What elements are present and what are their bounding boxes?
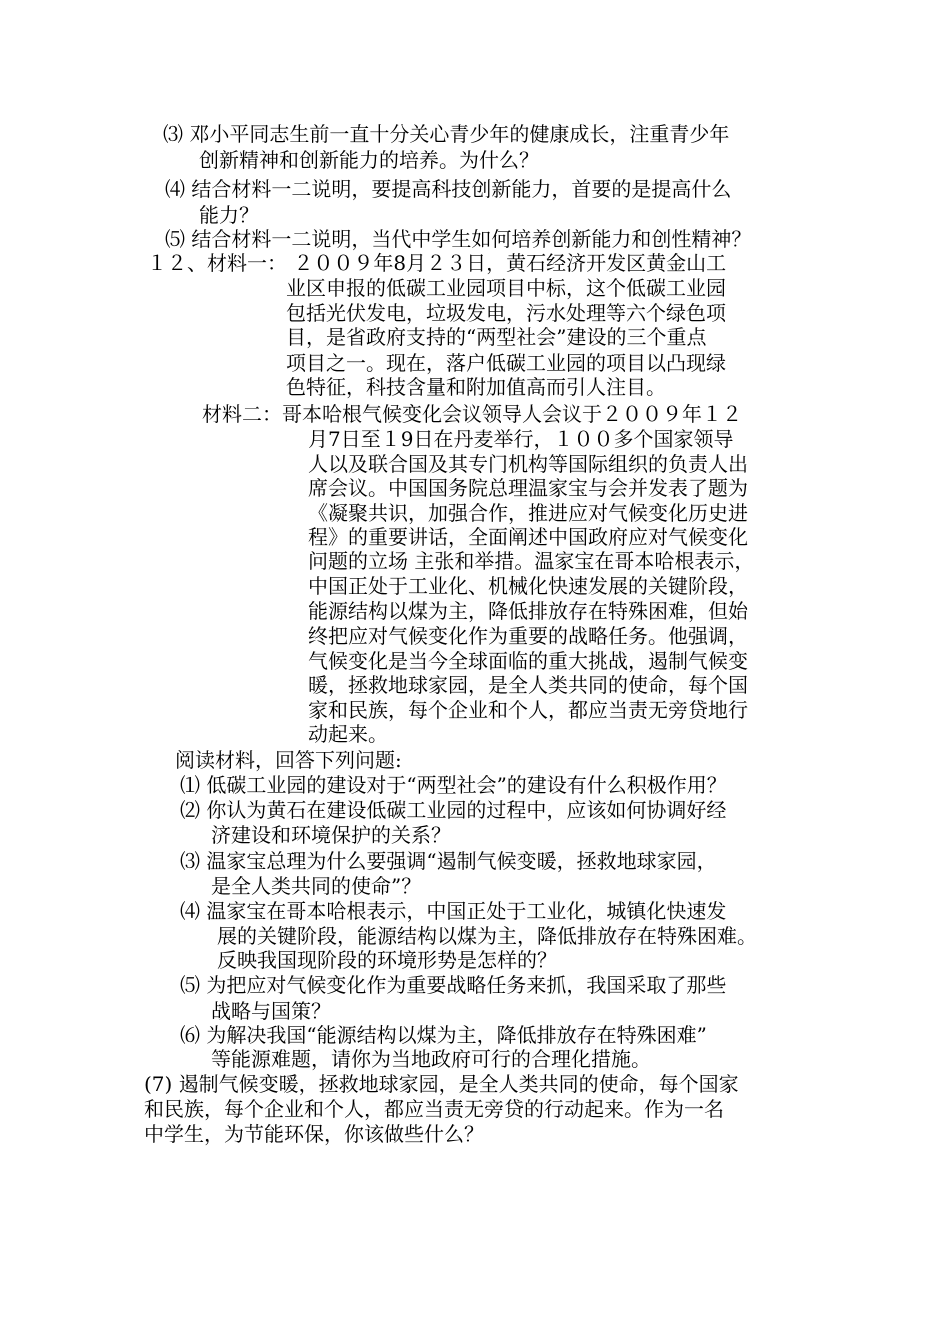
material-2-line: 家和民族，每个企业和个人，都应当责无旁贷地行 — [308, 698, 748, 722]
sub-question-5-cont: 战略与国策？ — [211, 999, 331, 1023]
material-2-line: 动起来。 — [308, 722, 388, 746]
material-2-line: 《凝聚共识，加强合作，推进应对气候变化历史进 — [308, 501, 748, 525]
question-4-cont: 能力？ — [199, 203, 259, 227]
question-3-cont: 创新精神和创新能力的培养。为什么？ — [199, 148, 539, 172]
question-4: ⑷ 结合材料一二说明，要提高科技创新能力，首要的是提高什么 — [165, 177, 732, 201]
sub-question-3: ⑶ 温家宝总理为什么要强调“遏制气候变暖，拯救地球家园， — [180, 849, 717, 873]
sub-question-4-cont: 展的关键阶段，能源结构以煤为主，降低排放存在特殊困难。 — [217, 924, 757, 948]
sub-question-2-cont: 济建设和环境保护的关系？ — [211, 823, 451, 847]
material-2-line: 程》的重要讲话，全面阐述中国政府应对气候变化 — [308, 525, 748, 549]
material-2-heading: 材料二：哥本哈根气候变化会议领导人会议于２００９年１２ — [202, 402, 742, 426]
sub-question-4: ⑷ 温家宝在哥本哈根表示，中国正处于工业化，城镇化快速发 — [180, 899, 727, 923]
material-2-line: 气候变化是当今全球面临的重大挑战，遏制气候变 — [308, 649, 748, 673]
material-2-line: 问题的立场 主张和举措。温家宝在哥本哈根表示， — [308, 549, 755, 573]
sub-question-3-cont: 是全人类共同的使命”？ — [211, 874, 422, 898]
material-1-heading: １２、材料一： ２００９年8月２３日，黄石经济开发区黄金山工 — [147, 251, 727, 275]
material-1-line: 项目之一。现在，落户低碳工业园的项目以凸现绿 — [286, 351, 726, 375]
sub-question-6-cont: 等能源难题，请你为当地政府可行的合理化措施。 — [211, 1047, 651, 1071]
sub-question-2: ⑵ 你认为黄石在建设低碳工业园的过程中，应该如何协调好经 — [180, 798, 727, 822]
material-2-line: 中国正处于工业化、机械化快速发展的关键阶段， — [308, 574, 748, 598]
material-1-line: 目，是省政府支持的“两型社会”建设的三个重点 — [286, 325, 707, 349]
material-2-line: 月7日至１9日在丹麦举行，１００多个国家领导 — [308, 427, 734, 451]
question-5: ⑸ 结合材料一二说明，当代中学生如何培养创新能力和创性精神？ — [165, 227, 752, 251]
sub-question-6: ⑹ 为解决我国“能源结构以煤为主，降低排放存在特殊困难” — [180, 1023, 707, 1047]
material-1-line: 包括光伏发电，垃圾发电，污水处理等六个绿色项 — [286, 301, 726, 325]
material-2-line: 席会议。中国国务院总理温家宝与会并发表了题为 — [308, 476, 748, 500]
instruction: 阅读材料，回答下列问题: — [175, 748, 402, 772]
sub-question-4-cont: 反映我国现阶段的环境形势是怎样的？ — [217, 948, 557, 972]
sub-question-7: (7) 遏制气候变暖，拯救地球家园，是全人类共同的使命，每个国家 — [144, 1072, 739, 1096]
material-2-line: 人以及联合国及其专门机构等国际组织的负责人出 — [308, 452, 748, 476]
material-2-line: 能源结构以煤为主，降低排放存在特殊困难，但始 — [308, 599, 748, 623]
material-1-line: 业区申报的低碳工业园项目中标，这个低碳工业园 — [286, 276, 726, 300]
sub-question-1: ⑴ 低碳工业园的建设对于“两型社会”的建设有什么积极作用？ — [180, 773, 727, 797]
question-3: ⑶ 邓小平同志生前一直十分关心青少年的健康成长，注重青少年 — [163, 122, 730, 146]
material-2-line: 终把应对气候变化作为重要的战略任务。他强调， — [308, 624, 748, 648]
sub-question-7-cont: 中学生，为节能环保，你该做些什么？ — [144, 1122, 484, 1146]
sub-question-5: ⑸ 为把应对气候变化作为重要战略任务来抓，我国采取了那些 — [180, 973, 727, 997]
material-1-line: 色特征，科技含量和附加值高而引人注目。 — [286, 375, 666, 399]
sub-question-7-cont: 和民族，每个企业和个人，都应当责无旁贷的行动起来。作为一名 — [144, 1097, 724, 1121]
material-2-line: 暖，拯救地球家园，是全人类共同的使命，每个国 — [308, 673, 748, 697]
